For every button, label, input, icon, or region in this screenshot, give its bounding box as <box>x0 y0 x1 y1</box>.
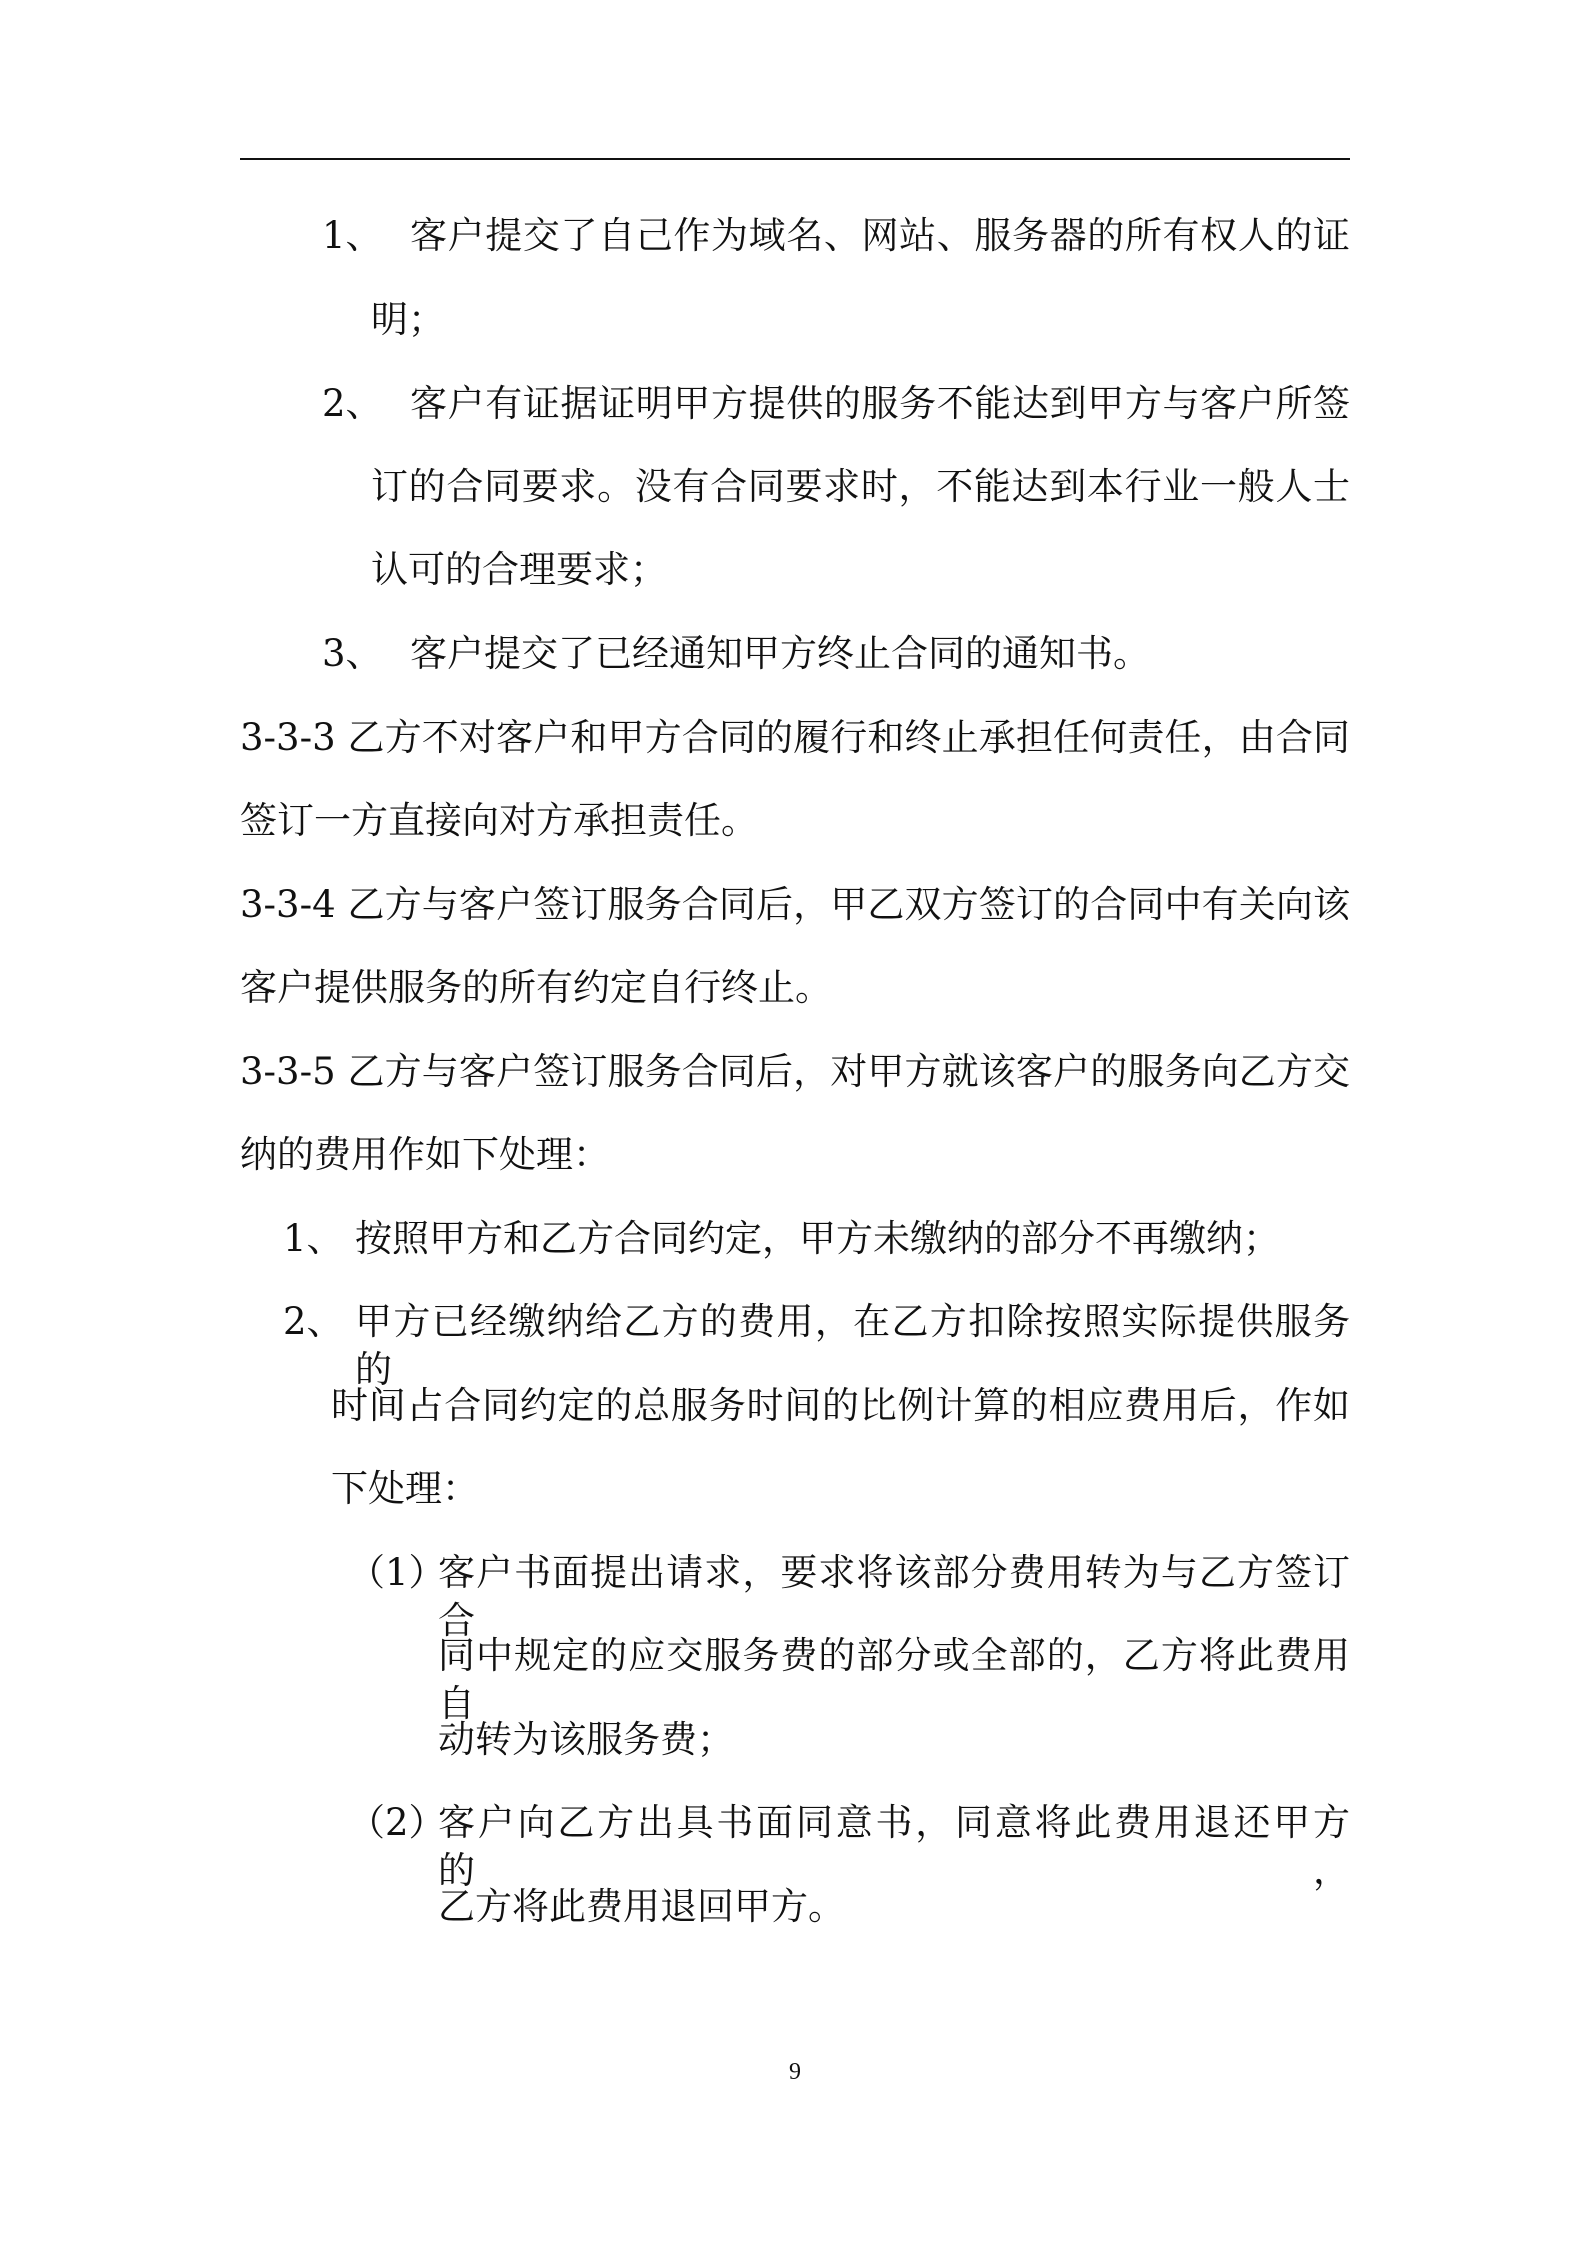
clause-line: 3-3-5 乙方与客户签订服务合同后，对甲方就该客户的服务向乙方交 <box>240 1050 1350 1093</box>
clause-line: 签订一方直接向对方承担责任。 <box>240 799 758 842</box>
clause-line: 3-3-3 乙方不对客户和甲方合同的履行和终止承担任何责任，由合同 <box>240 716 1350 759</box>
option-number: （2） <box>348 1801 446 1844</box>
subitem-text-line: 下处理： <box>331 1467 479 1510</box>
option-text-line: 客户向乙方出具书面同意书，同意将此费用退还甲方的， <box>438 1801 1350 1892</box>
clause-line: 客户提供服务的所有约定自行终止。 <box>240 966 832 1009</box>
option-number: （1） <box>348 1551 446 1594</box>
option-text-line: 客户书面提出请求，要求将该部分费用转为与乙方签订合 <box>438 1551 1350 1642</box>
item-text-line: 客户有证据证明甲方提供的服务不能达到甲方与客户所签 <box>410 382 1350 425</box>
item-text-line: 客户提交了已经通知甲方终止合同的通知书。 <box>410 632 1150 675</box>
subitem-text-line: 时间占合同约定的总服务时间的比例计算的相应费用后，作如 <box>331 1384 1350 1427</box>
subitem-number: 2、 <box>283 1300 344 1343</box>
option-text-line: 动转为该服务费； <box>438 1718 734 1761</box>
header-rule <box>240 158 1350 160</box>
clause-line: 3-3-4 乙方与客户签订服务合同后，甲乙双方签订的合同中有关向该 <box>240 883 1350 926</box>
page-number: 9 <box>789 2059 801 2085</box>
clause-line: 纳的费用作如下处理： <box>240 1133 610 1176</box>
item-text-line: 明； <box>371 298 445 341</box>
item-text-line: 订的合同要求。没有合同要求时，不能达到本行业一般人士 <box>371 465 1350 508</box>
subitem-number: 1、 <box>283 1217 344 1260</box>
option-text-line: 同中规定的应交服务费的部分或全部的，乙方将此费用自 <box>438 1634 1350 1725</box>
item-text-line: 认可的合理要求； <box>371 548 667 591</box>
item-number: 2、 <box>322 382 383 425</box>
item-number: 3、 <box>322 632 383 675</box>
item-number: 1、 <box>322 214 383 257</box>
subitem-text-line: 按照甲方和乙方合同约定，甲方未缴纳的部分不再缴纳； <box>355 1217 1280 1260</box>
item-text-line: 客户提交了自己作为域名、网站、服务器的所有权人的证 <box>410 214 1350 257</box>
subitem-text-line: 甲方已经缴纳给乙方的费用，在乙方扣除按照实际提供服务的 <box>355 1300 1350 1391</box>
option-text-line: 乙方将此费用退回甲方。 <box>438 1885 845 1928</box>
